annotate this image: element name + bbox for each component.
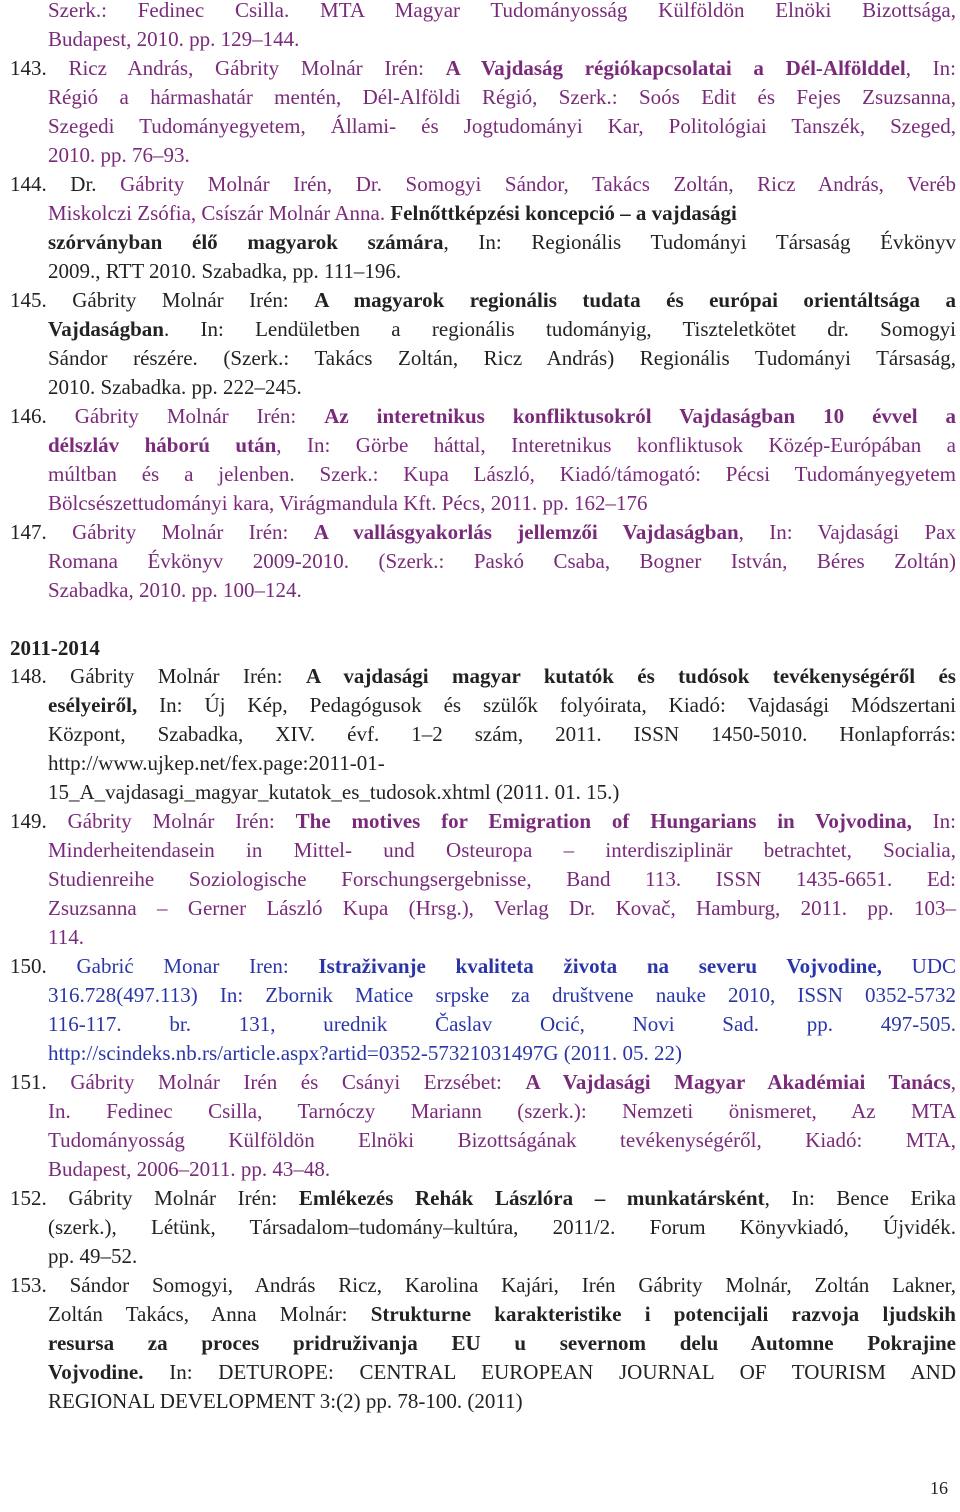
text-line	[10, 1271, 956, 1300]
text-line	[48, 894, 956, 923]
line-text: Romana Évkönyv 2009-2010. (Szerk.: Paskó Csaba, Bogner István, Béres Zoltán)	[48, 549, 956, 573]
title-text: A magyarok regionális tudata és európai orientáltsága a	[314, 288, 956, 312]
line-text: 145. Gábrity Molnár Irén:	[10, 288, 315, 312]
text-line	[48, 489, 956, 518]
line-text: http://www.ujkep.net/fex.page:2011-01-	[48, 751, 385, 775]
line-text: Minderheitendasein in Mittel- und Osteuropa – interdisziplinär betrachtet, Socialia,	[48, 838, 956, 862]
text-line	[48, 0, 956, 25]
text-line	[48, 373, 956, 402]
text-line	[48, 228, 956, 257]
title-text: resursa za proces pridruživanja EU u severnom delu Automne Pokrajine	[48, 1331, 956, 1355]
text-line	[48, 1358, 956, 1387]
line-text: 147.	[10, 520, 73, 544]
title-text: A Vajdasági Magyar Akadémiai Tanács	[525, 1070, 951, 1094]
line-text: Budapest, 2010. pp. 129–144.	[48, 27, 300, 51]
line-text: REGIONAL DEVELOPMENT 3:(2) pp. 78-100. (2011)	[48, 1389, 523, 1413]
line-text: ,	[950, 1070, 957, 1094]
title-text: A Vajdaság régiókapcsolatai a Dél-Alfölddel	[445, 56, 906, 80]
line-text: Gábrity Molnár Irén:	[74, 404, 325, 428]
line-text: . In: Lendületben a regionális tudományig, Tiszteletkötet dr. Somogyi	[163, 317, 956, 341]
title-text: Istraživanje kvaliteta života na severu Vojvodine,	[318, 954, 882, 978]
line-text: Gábrity Molnár Irén:	[72, 520, 314, 544]
line-text: In:	[911, 809, 957, 833]
line-text: Régió a hármashatár mentén, Dél-Alföldi Régió, Szerk.: Soós Edit és Fejes Zsuzsanna,	[48, 85, 956, 109]
line-text: Ricz András, Gábrity Molnár Irén:	[68, 56, 446, 80]
text-line	[48, 547, 956, 576]
title-text: A vajdasági magyar kutatók és tudósok tevékenységéről és	[306, 664, 956, 688]
line-text: 148. Gábrity Molnár Irén:	[10, 664, 306, 688]
page-number: 16	[930, 1478, 948, 1498]
line-text: 2010. pp. 76–93.	[48, 143, 190, 167]
text-line	[48, 1097, 956, 1126]
line-text: Budapest, 2006–2011. pp. 43–48.	[48, 1157, 331, 1181]
title-text: Vojvodine.	[48, 1360, 144, 1384]
line-text: 143.	[10, 56, 69, 80]
line-text: 152. Gábrity Molnár Irén:	[10, 1186, 299, 1210]
text-line	[48, 1242, 956, 1271]
text-line	[48, 865, 956, 894]
line-text: múltban és a jelenben. Szerk.: Kupa László, Kiadó/támogató: Pécsi Tudományegyetem	[48, 462, 956, 486]
text-line	[10, 286, 956, 315]
line-text: UDC	[881, 954, 957, 978]
line-text: 153. Sándor Somogyi, András Ricz, Karolina Kajári, Irén Gábrity Molnár, Zoltán Lakner,	[10, 1273, 956, 1297]
title-text: Strukturne karakteristike i potencijali razvoja ljudskih	[370, 1302, 956, 1326]
line-text: Sándor részére. (Szerk.: Takács Zoltán, Ricz András) Regionális Tudományi Társaság,	[48, 346, 956, 370]
title-text: Emlékezés Rehák Lászlóra – munkatársként	[298, 1186, 765, 1210]
line-text: 15_A_vajdasagi_magyar_kutatok_es_tudosok.xhtml (2011. 01. 15.)	[48, 780, 620, 804]
text-line	[10, 952, 956, 981]
line-text: , In: Bence Erika	[764, 1186, 956, 1210]
line-text: , In: Görbe háttal, Interetnikus konfliktusok Közép-Európában a	[276, 433, 957, 457]
title-text: délszláv háború után	[48, 433, 277, 457]
title-text: Az interetnikus konfliktusokról Vajdaságban 10 évvel a	[324, 404, 957, 428]
text-line	[48, 749, 956, 778]
line-text: Tudományosság Külföldön Elnöki Bizottságának tevékenységéről, Kiadó: MTA,	[48, 1128, 956, 1152]
text-line	[10, 1068, 956, 1097]
line-text: In. Fedinec Csilla, Tarnóczy Mariann (szerk.): Nemzeti önismeret, Az MTA	[48, 1099, 956, 1123]
line-text: Zsuzsanna – Gerner László Kupa (Hrsg.), Verlag Dr. Kovač, Hamburg, 2011. pp. 103–	[48, 896, 956, 920]
line-text: 146.	[10, 404, 75, 428]
line-text: 2010. Szabadka. pp. 222–245.	[48, 375, 302, 399]
line-text: In: Új Kép, Pedagógusok és szülők folyóirata, Kiadó: Vajdasági Módszertani	[137, 693, 956, 717]
line-text: 2009., RTT 2010. Szabadka, pp. 111–196.	[48, 259, 402, 283]
line-text: Szegedi Tudományegyetem, Állami- és Jogtudományi Kar, Politológiai Tanszék, Szeged,	[48, 114, 956, 138]
text-line	[10, 170, 956, 199]
line-text: 116-117. br. 131, urednik Časlav Ocić, Novi Sad. pp. 497-505.	[48, 1012, 956, 1036]
line-text: Szabadka, 2010. pp. 100–124.	[48, 578, 302, 602]
title-text: Vajdaságban	[48, 317, 164, 341]
text-line	[48, 344, 956, 373]
title-text: szórványban élő magyarok számára	[48, 230, 444, 254]
text-line	[48, 923, 956, 952]
line-text: 144. Dr.	[10, 172, 121, 196]
line-text: Szerk.: Fedinec Csilla. MTA Magyar Tudományosság Külföldön Elnöki Bizottsága,	[48, 0, 956, 22]
line-text: pp. 49–52.	[48, 1244, 138, 1268]
section-heading: 2011-2014	[10, 636, 100, 660]
text-line	[48, 1010, 956, 1039]
text-line	[48, 315, 956, 344]
text-line	[48, 83, 956, 112]
line-text: 316.728(497.113) In: Zbornik Matice srpske za društvene nauke 2010, ISSN 0352-5732	[48, 983, 956, 1007]
title-text: A vallásgyakorlás jellemzői Vajdaságban	[313, 520, 739, 544]
text-line	[48, 257, 956, 286]
text-line	[48, 141, 956, 170]
line-text: Gábrity Molnár Irén és Csányi Erzsébet:	[70, 1070, 526, 1094]
text-line	[10, 402, 956, 431]
text-line	[48, 576, 956, 605]
text-line	[48, 981, 956, 1010]
line-text: In: DETUROPE: CENTRAL EUROPEAN JOURNAL OF TOURISM AND	[143, 1360, 956, 1384]
line-text: (szerk.), Létünk, Társadalom–tudomány–kultúra, 2011/2. Forum Könyvkiadó, Újvidék.	[48, 1215, 956, 1239]
text-line	[48, 1213, 956, 1242]
line-text: Bölcsészettudományi kara, Virágmandula Kft. Pécs, 2011. pp. 162–176	[48, 491, 648, 515]
title-text: The motives for Emigration of Hungarians in Vojvodina,	[295, 809, 912, 833]
text-line	[48, 1126, 956, 1155]
title-text: Felnőttképzési koncepció – a vajdasági	[390, 201, 737, 225]
line-text: Központ, Szabadka, XIV. évf. 1–2 szám, 2011. ISSN 1450-5010. Honlapforrás:	[48, 722, 956, 746]
text-line	[10, 662, 956, 691]
line-text: Zoltán Takács, Anna Molnár:	[48, 1302, 371, 1326]
text-line	[48, 1329, 956, 1358]
text-line	[48, 199, 956, 228]
text-line	[10, 518, 956, 547]
line-text: Studienreihe Soziologische Forschungsergebnisse, Band 113. ISSN 1435-6651. Ed:	[48, 867, 956, 891]
text-line	[10, 54, 956, 83]
line-text: Gábrity Molnár Irén:	[67, 809, 296, 833]
line-text: 150.	[10, 954, 77, 978]
line-text: Miskolczi Zsófia, Csíszár Molnár Anna.	[48, 201, 391, 225]
text-line	[48, 460, 956, 489]
line-text: , In:	[905, 56, 957, 80]
line-text: Gabrić Monar Iren:	[76, 954, 319, 978]
line-text: http://scindeks.nb.rs/article.aspx?artid=0352-57321031497G (2011. 05. 22)	[48, 1041, 682, 1065]
line-text: , In: Vajdasági Pax	[738, 520, 956, 544]
text-line	[48, 1039, 956, 1068]
text-line	[48, 691, 956, 720]
text-line	[48, 720, 956, 749]
line-text: 151.	[10, 1070, 71, 1094]
text-line	[10, 1184, 956, 1213]
text-line	[48, 431, 956, 460]
line-text: , In: Regionális Tudományi Társaság Évkönyv	[443, 230, 956, 254]
text-line	[48, 836, 956, 865]
line-text: 114.	[48, 925, 84, 949]
text-line	[48, 1300, 956, 1329]
line-text: Gábrity Molnár Irén, Dr. Somogyi Sándor, Takács Zoltán, Ricz András, Veréb	[120, 172, 956, 196]
text-line	[10, 807, 956, 836]
title-text: esélyeiről,	[48, 693, 138, 717]
text-line	[48, 1387, 956, 1416]
text-line	[48, 112, 956, 141]
text-line	[48, 25, 956, 54]
text-line	[48, 778, 956, 807]
text-line	[48, 1155, 956, 1184]
line-text: 149.	[10, 809, 68, 833]
